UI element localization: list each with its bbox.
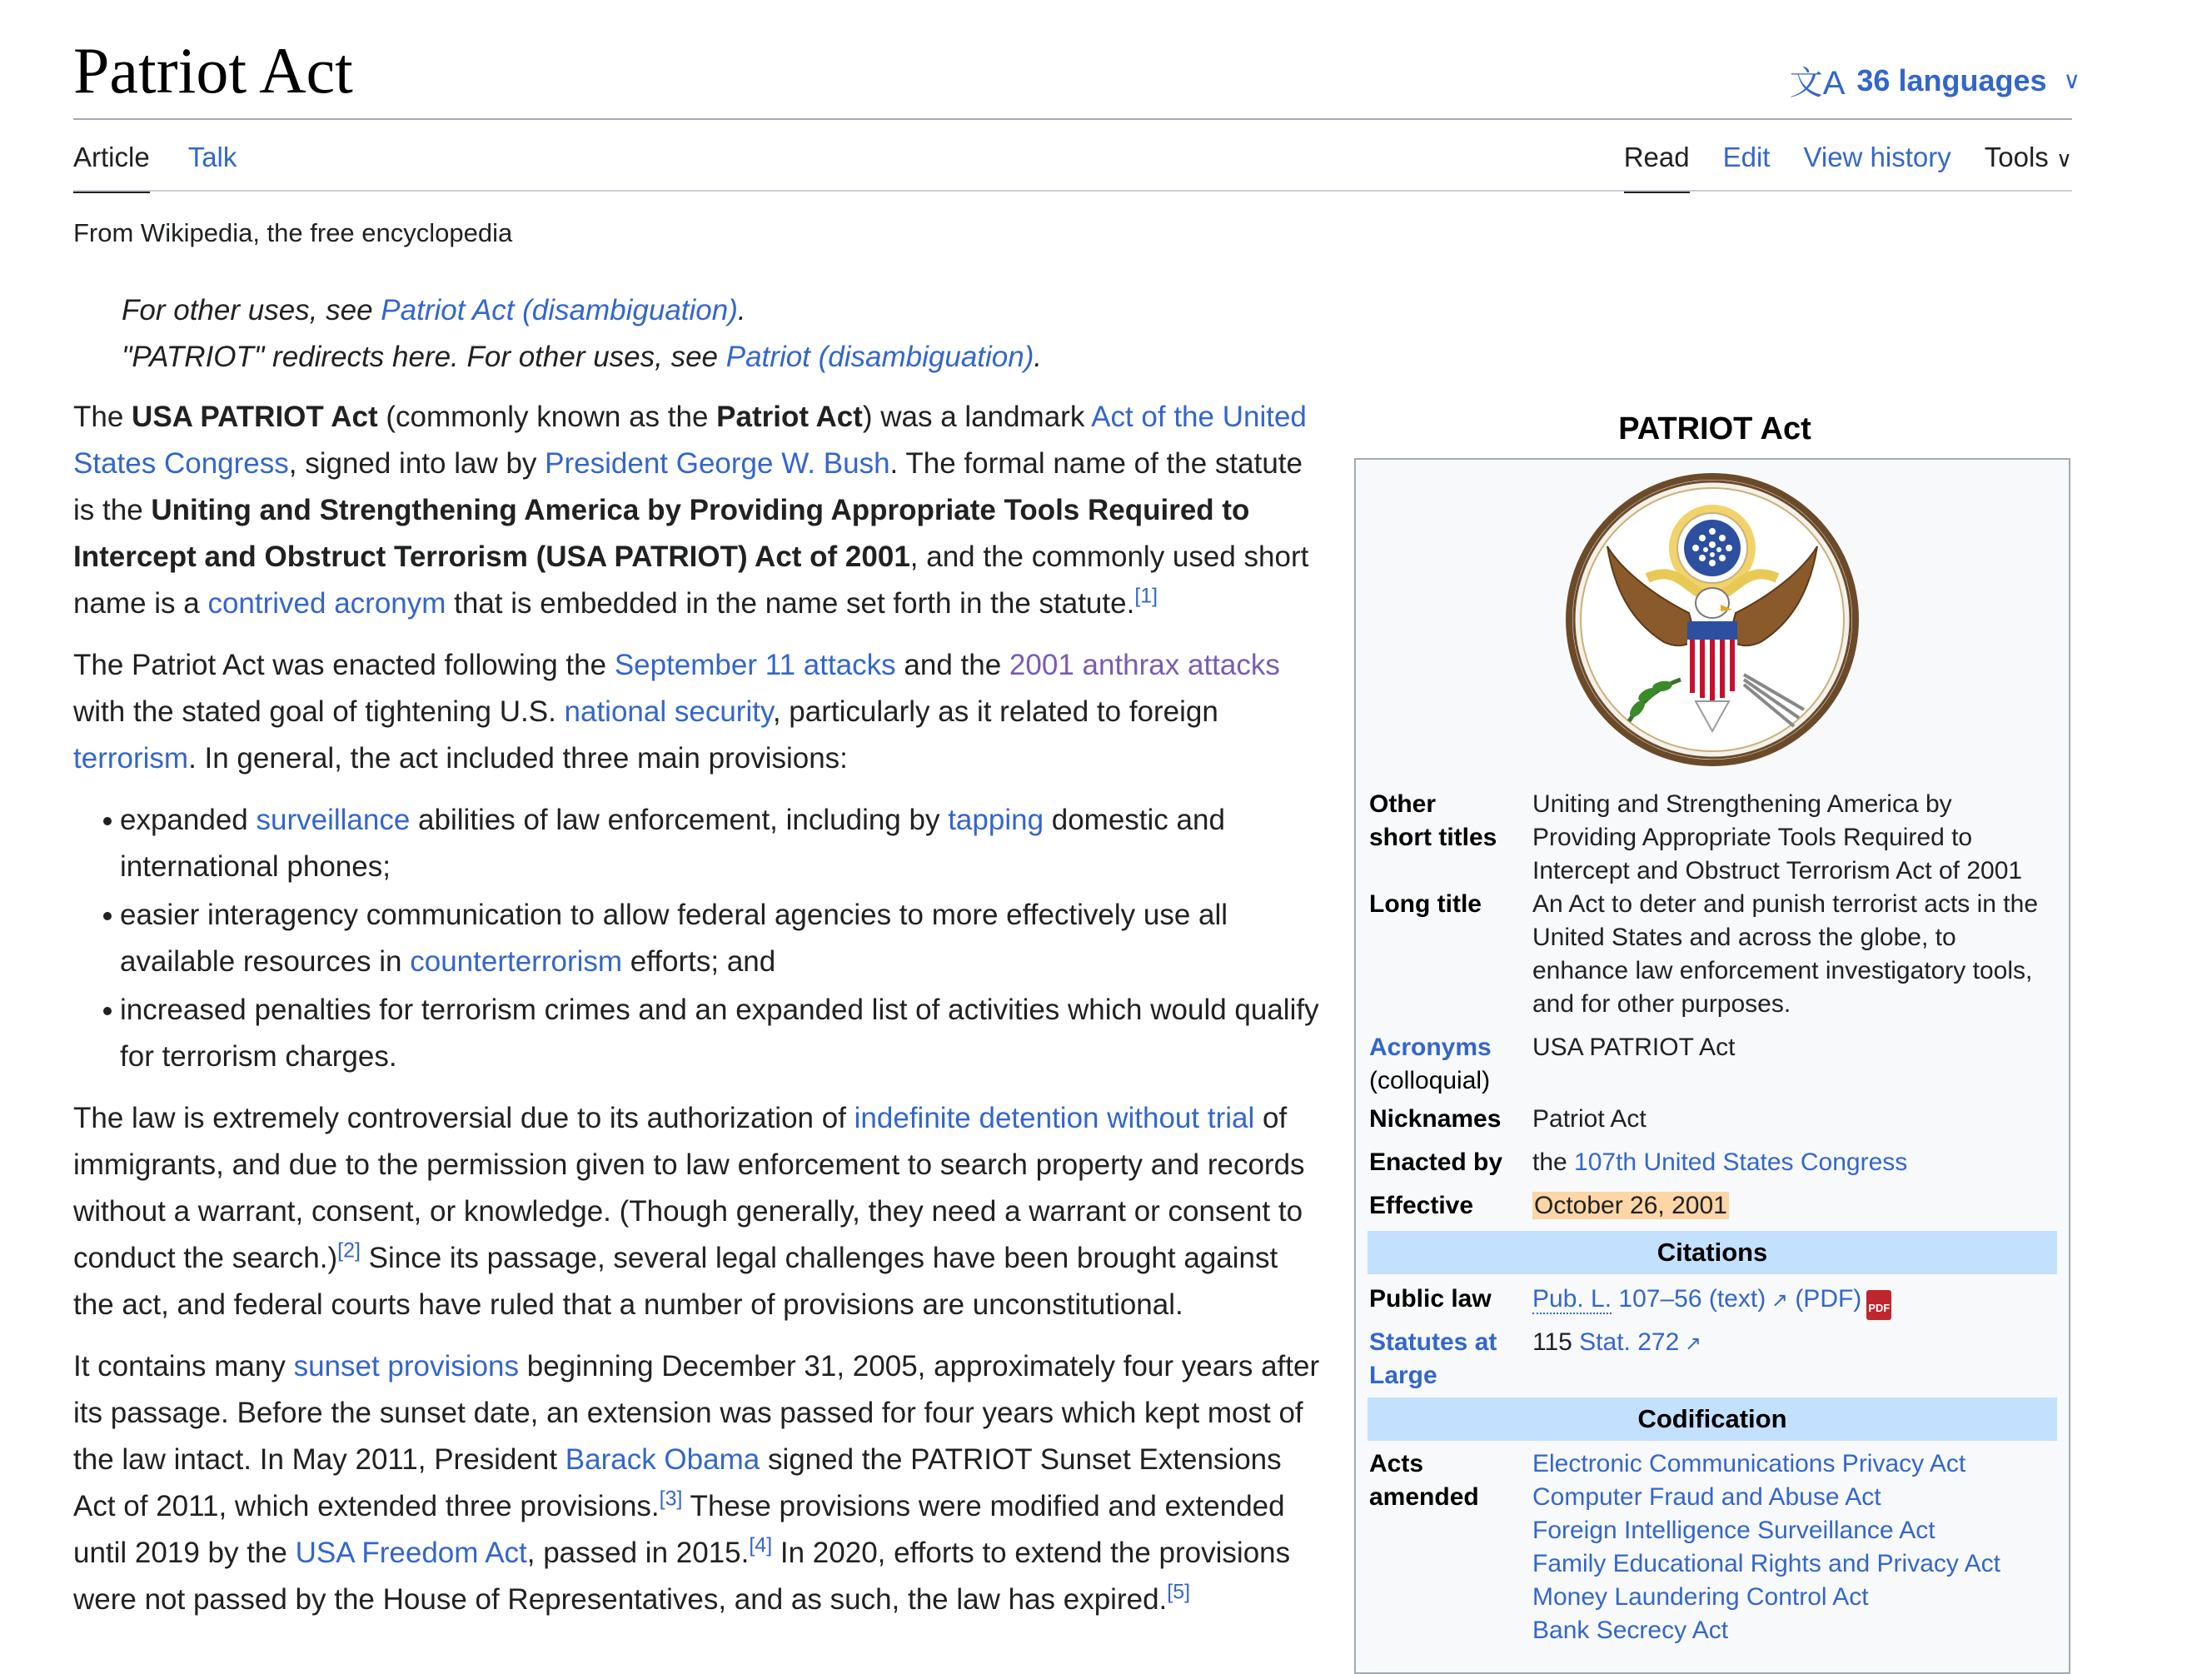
language-count: 36 languages [1856,62,2047,97]
text: beginning December 31, 2005, approximately four years after its passage. Before the sunset date, an extension was passed for four years which kept most of the law intact. In May 2011, President [73,1350,1320,1476]
view-tabs [1624,142,2072,193]
link-acronyms[interactable]: Acronyms [1369,1034,1492,1061]
infobox-label [1369,788,1527,854]
infobox-header-citations: Citations [1368,1231,2057,1274]
reference-1[interactable]: [1] [1134,584,1158,608]
infobox-value: USA PATRIOT Act [1532,1034,1736,1061]
hatnote-1 [73,287,1323,334]
title-divider [73,118,2072,120]
eagle-seal-icon [1564,471,1861,768]
infobox-value [1532,1326,2057,1361]
tools-menu[interactable] [1985,142,2072,193]
link-act-amended[interactable]: Electronic Communications Privacy Act [1532,1450,1966,1477]
paragraph-sunset [73,1343,1323,1623]
reference-4[interactable]: [4] [749,1533,773,1557]
link-sunset-provisions[interactable]: sunset provisions [293,1350,519,1383]
tab-talk[interactable]: Talk [187,142,237,172]
infobox-value [1532,1283,2057,1320]
text: that is embedded in the name set forth in the statute. [446,587,1135,620]
link-public-law-text[interactable]: 107–56 (text) [1612,1285,1766,1313]
infobox-row-other-short-titles [1369,788,2057,888]
link-stat-272[interactable]: Stat. 272 [1579,1328,1680,1356]
site-tagline: From Wikipedia, the free encyclopedia [73,218,513,247]
infobox-label: Enacted by [1369,1148,1503,1176]
reference-5[interactable]: [5] [1167,1580,1191,1604]
text: The [73,401,132,433]
link-usa-freedom-act[interactable]: USA Freedom Act [295,1537,527,1569]
link-national-security[interactable]: national security [564,695,773,728]
text: Since its passage, several legal challenges have been brought against the act, and federal courts have ruled that a number of provisions are unconstitutional. [73,1242,1278,1321]
link-september-11-attacks[interactable]: September 11 attacks [614,649,896,681]
paragraph-intro [73,394,1323,627]
label-line: short titles [1369,824,1497,851]
chevron-down-icon: ∨ [2063,67,2080,93]
provisions-list [73,797,1323,1080]
value-line: Intercept and Obstruct Terrorism Act of 2001 [1532,857,2023,884]
text: expanded [120,804,257,836]
bold-term: Uniting and Strengthening America by Providing Appropriate Tools Required to Intercept and Obstruct Terrorism (USA PATRIOT) Act of 2001 [73,494,1250,573]
link-act-amended[interactable]: Foreign Intelligence Surveillance Act [1532,1517,1936,1544]
text: and the [895,649,1009,681]
value-line: United States and across the globe, to [1532,924,1956,951]
text: domestic and international phones; [120,804,1225,883]
infobox-label: Public law [1369,1285,1492,1313]
list-item [120,797,1323,890]
article-body [73,287,1323,1638]
label-line: Large [1369,1362,1437,1389]
link-tapping[interactable]: tapping [948,804,1044,836]
label-sub: (colloquial) [1369,1067,1491,1094]
tab-article[interactable]: Article [73,142,150,193]
text: the [1532,1148,1575,1176]
paragraph-enactment [73,642,1323,782]
infobox-label [1369,1326,1527,1393]
text: In 2020, efforts to extend the provisions were not passed by the House of Representatives, and as such, the law has expired. [73,1537,1291,1616]
text: . In general, the act included three main provisions: [188,742,848,775]
infobox-value [1532,1189,2057,1223]
infobox-label: Long title [1369,890,1482,918]
link-act-amended[interactable]: Family Educational Rights and Privacy Act [1532,1550,2000,1577]
value-line: Uniting and Strengthening America by [1532,790,1952,818]
text: signed the PATRIOT Sunset Extensions Act of 2011, which extended three provisions. [73,1443,1282,1522]
external-link-icon: ↗ [1679,1333,1702,1355]
tab-view-history[interactable]: View history [1803,142,1951,172]
link-pub-l[interactable]: Pub. L. [1532,1285,1612,1313]
list-item [120,892,1323,985]
hatnote-text: . [1034,341,1043,373]
language-selector[interactable] [1790,57,2080,104]
infobox-caption: PATRIOT Act [1618,411,1811,446]
infobox-label: Nicknames [1369,1105,1502,1133]
text: ) was a landmark [862,401,1092,433]
tools-label: Tools [1984,142,2049,172]
link-patriot-act-disambiguation[interactable]: Patriot Act (disambiguation) [381,294,738,326]
hatnote-text: For other uses, see [122,294,381,326]
link-indefinite-detention[interactable]: indefinite detention without trial [854,1102,1255,1134]
text: of immigrants, and due to the permission given to law enforcement to search property and records without a warrant, consent, or knowledge. (Though generally, they need a warrant or consent to conduct the search.) [73,1102,1305,1274]
link-surveillance[interactable]: surveillance [256,804,411,836]
link-george-w-bush[interactable]: President George W. Bush [545,447,890,480]
paragraph-controversy [73,1095,1323,1328]
text: with the stated goal of tightening U.S. [73,695,565,728]
text: (commonly known as the [377,401,717,433]
text: , particularly as it related to foreign [772,695,1218,728]
label-line: Other [1369,790,1437,818]
infobox-label [1369,1447,1527,1514]
text: The law is extremely controversial due to its authorization of [73,1102,854,1134]
bold-term: Patriot Act [716,401,863,433]
translate-icon: 文A [1789,65,1846,102]
text: increased penalties for terrorism crimes and an expanded list of activities which would qualify for terrorism charges. [120,994,1319,1073]
link-act-amended[interactable]: Bank Secrecy Act [1532,1617,1729,1644]
infobox-header-codification: Codification [1368,1397,2057,1441]
chevron-down-icon: ∨ [2055,147,2072,172]
infobox-value [1532,788,2057,888]
label-line: Statutes at [1369,1328,1497,1356]
hatnote-text: "PATRIOT" redirects here. For other uses, see [122,341,726,373]
text: , and the commonly used short name is a [73,541,1309,620]
label-line: Acts [1369,1450,1424,1477]
infobox-label [1369,1031,1527,1098]
text: easier interagency communication to allow federal agencies to more effectively use all available resources in [120,899,1228,978]
external-link-icon: ↗ [1766,1289,1788,1312]
link-107th-congress[interactable]: 107th United States Congress [1574,1148,1908,1176]
value-line: An Act to deter and punish terrorist acts in the [1532,890,2039,918]
text: 115 [1532,1328,1580,1356]
tabs-divider [73,190,2072,192]
text: It contains many [73,1350,294,1383]
pdf-icon: PDF [1866,1290,1891,1320]
text: efforts; and [622,945,776,978]
infobox [1354,458,2070,1674]
link-counterterrorism[interactable]: counterterrorism [410,945,623,978]
tab-read[interactable]: Read [1624,142,1690,193]
text: , passed in 2015. [526,1537,750,1569]
infobox-value [1532,1146,2057,1179]
infobox-label: Effective [1369,1192,1474,1219]
link-2001-anthrax-attacks[interactable]: 2001 anthrax attacks [1009,649,1280,681]
text: The Patriot Act was enacted following the [73,649,615,681]
text: , signed into law by [288,447,546,480]
highlighted-date: October 26, 2001 [1534,1192,1727,1219]
page-title: Patriot Act [73,34,353,107]
link-contrived-acronym[interactable]: contrived acronym [207,587,446,620]
tab-edit[interactable]: Edit [1722,142,1771,172]
hatnote-2 [73,334,1323,381]
reference-2[interactable]: [2] [337,1238,361,1263]
link-patriot-disambiguation[interactable]: Patriot (disambiguation) [725,341,1034,373]
value-line: and for other purposes. [1532,990,1791,1018]
hatnote-text: . [737,294,746,326]
link-act-amended[interactable]: Computer Fraud and Abuse Act [1532,1483,1881,1511]
value-line: enhance law enforcement investigatory tools, [1532,957,2033,984]
namespace-tabs [73,142,237,193]
infobox-value: Patriot Act [1532,1105,1647,1133]
link-terrorism[interactable]: terrorism [73,742,189,775]
link-barack-obama[interactable]: Barack Obama [565,1443,760,1476]
label-line: amended [1369,1483,1479,1511]
infobox-value [1532,888,2057,1021]
great-seal-image[interactable] [1564,471,1861,768]
reference-3[interactable]: [3] [659,1487,683,1511]
infobox-value [1532,1447,2057,1647]
text: These provisions were modified and extended until 2019 by the [73,1490,1285,1569]
text: abilities of law enforcement, including by [410,804,949,836]
link-act-of-congress[interactable]: Act of the United States Congress [73,401,1307,480]
text: . The formal name of the statute is the [73,447,1303,526]
bold-term: USA PATRIOT Act [132,401,378,433]
list-item [120,987,1323,1080]
link-public-law-pdf[interactable]: (PDF) [1787,1285,1862,1313]
link-statutes-at-large[interactable] [1369,1326,1527,1393]
value-line: Providing Appropriate Tools Required to [1532,824,1973,851]
link-act-amended[interactable]: Money Laundering Control Act [1532,1583,1869,1611]
